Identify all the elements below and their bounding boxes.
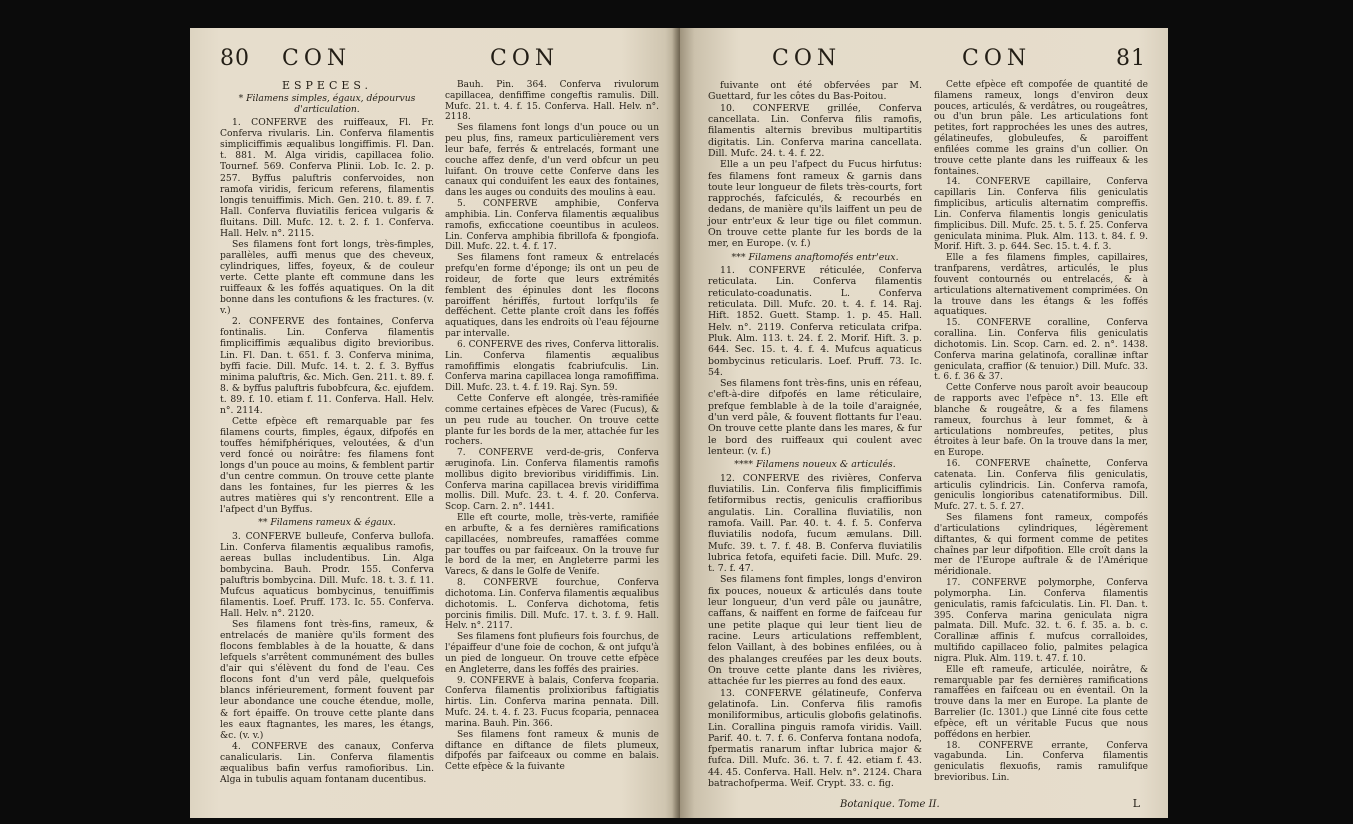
subsection-heading: * Filamens simples, égaux, dépourvus d'articulation.	[238, 93, 416, 116]
left-running-head-2: CON	[490, 46, 560, 71]
paragraph: Ses filamens font longs d'un pouce ou un peu plus, fins, rameux particulièrement vers leur bafe, ferrés & entrelacés, formant une couche affez denfe, d'un verd obfcur un peu luifant. On trouve cette Conferve dans les canaux qui conduifent les eaux des fontaines, dans les auges ou conduits des moulins à eau.	[445, 123, 659, 199]
paragraph: 11. CONFERVE réticulée, Conferva reticulata. Lin. Conferva filamentis reticulato-coadunatis. L. Conferva reticulata. Dill. Mufc. 20. t. 4. f. 14. Raj. Hift. 1852. Guett. Stamp. 1. p. 45. Hall. Helv. n°. 2119. Conferva reticulata crifpa. Pluk. Alm. 113. t. 24. f. 2. Morif. Hift. 3. p. 644. Sec. 15. t. 4. f. 4. Mufcus aquaticus bombycinus reticularis. Loef. Pruff. 73. Ic. 54.	[708, 265, 922, 378]
footer-title: Botanique. Tome II.	[840, 799, 940, 810]
left-column-2	[445, 80, 659, 773]
paragraph: Ses filamens font très-fins, unis en réfeau, c'eft-à-dire difpofés en lame réticulaire, prefque femblable à de la toile d'araignée, d'un verd pâle, & fouvent flottants fur l'eau. On trouve cette plante dans les mares, & fur le bord des ruiffeaux qui coulent avec lenteur. (v. f.)	[708, 378, 922, 457]
paragraph: 14. CONFERVE capillaire, Conferva capillaris Lin. Conferva filis geniculatis fimplicibus, articulis alternatim compreffis. Lin. Conferva filamentis longis geniculatis fimplicibus. Dill. Mufc. 25. t. 5. f. 25. Conferva geniculata minima. Pluk. Alm. 113. t. 84. f. 9. Morif. Hift. 3. p. 644. Sec. 15. t. 4. f. 3.	[934, 177, 1148, 253]
paragraph: 6. CONFERVE des rives, Conferva littoralis. Lin. Conferva filamentis æqualibus ramofiffimis elongatis fcabriufculis. Lin. Conferva marina capillacea longa ramofiffima. Dill. Mufc. 23. t. 4. f. 19. Raj. Syn. 59.	[445, 339, 659, 394]
paragraph: Ses filamens font très-fins, rameux, & entrelacés de manière qu'ils forment des flocons femblables à de la houatte, & dans lefquels s'arrêtent communément des bulles d'air qui s'élèvent du fond de l'eau. Ces flocons font d'un verd pâle, quelquefois blancs inférieurement, forment fouvent par leur abondance une couche étendue, molle, & fort épaiffe. On trouve cette plante dans les eaux ftagnantes, les mares, les étangs, &c. (v. v.)	[220, 619, 434, 741]
paragraph: 15. CONFERVE coralline, Conferva corallina. Lin. Conferva filis geniculatis dichotomis. Lin. Scop. Carn. ed. 2. n°. 1438. Conferva marina gelatinofa, corallinæ inftar geniculata, craffior (& tenuior.) Dill. Mufc. 33. t. 6. f. 36 & 37.	[934, 318, 1148, 383]
paragraph: 12. CONFERVE des rivières, Conferva fluviatilis. Lin. Conferva filis fimpliciffimis fetiformibus rectis, geniculis craffioribus angulatis. Lin. Corallina fluviatilis, non ramofa. Vaill. Par. 40. t. 4. f. 5. Conferva fluviatilis nodofa, fucum æmulans. Dill. Mufc. 39. t. 7. f. 48. B. Conferva fluviatilis lubrica fetofa, equifeti facie. Dill. Mufc. 29. t. 7. f. 47.	[708, 472, 922, 575]
subsection-heading: **** Filamens noueux & articulés.	[734, 459, 896, 471]
right-page-number: 81	[1116, 46, 1146, 71]
paragraph: Ses filamens font plufieurs fois fourchus, de l'épaiffeur d'une foie de cochon, & ont jufqu'à un pied de longueur. On trouve cette efpèce en Angleterre, dans les foffés des prairies.	[445, 632, 659, 675]
paragraph: Cette efpèce eft remarquable par fes filamens courts, fimples, égaux, difpofés en touffes hémifphériques, veloutées, & d'un verd foncé ou noirâtre: fes filamens font longs d'un pouce au moins, & femblent partir d'un centre commun. On trouve cette plante dans les fontaines, fur les pierres & les autres matières qui s'y rencontrent. Elle a l'afpect d'un Byffus.	[220, 415, 434, 516]
paragraph: Bauh. Pin. 364. Conferva rivulorum capillacea, denfiffime congeftis ramulis. Dill. Mufc. 21. t. 4. f. 15. Conferva. Hall. Helv. n°. 2118.	[445, 80, 659, 123]
paragraph: 7. CONFERVE verd-de-gris, Conferva æruginofa. Lin. Conferva filamentis ramofis mollibus digito brevioribus viridiffimis. Lin. Conferva marina capillacea brevis viridiffima mollis. Dill. Mufc. 23. t. 4. f. 20. Conferva. Scop. Carn. 2. n°. 1441.	[445, 448, 659, 513]
paragraph: Elle eft courte, molle, très-verte, ramifiée en arbufte, & a fes dernières ramifications capillacées, nombreufes, ramaffées comme par touffes ou par faifceaux. On la trouve fur le bord de la mer, en Angleterre parmi les Varecs, & dans le Golfe de Venife.	[445, 513, 659, 578]
right-column-2	[934, 80, 1148, 784]
left-column-1	[220, 80, 434, 785]
paragraph: Ses filamens font fort longs, très-fimples, parallèles, auffi menus que des cheveux, cylindriques, liffes, foyeux, & de couleur verte. Cette plante eft commune dans les ruiffeaux & les foffés aquatiques. On la dit bonne dans les contufions & les fractures. (v. v.)	[220, 238, 434, 317]
left-running-head-1: CON	[282, 46, 352, 71]
paragraph: fuivante ont été obfervées par M. Guettard, fur les côtes du Bas-Poitou.	[708, 80, 922, 103]
right-column-1	[708, 80, 922, 789]
paragraph: 1. CONFERVE des ruiffeaux, Fl. Fr. Conferva rivularis. Lin. Conferva filamentis simpliciffimis æqualibus longiffimis. Fl. Dan. t. 881. M. Alga viridis, capillacea folio. Tournef. 569. Conferva Plinii. Lob. Ic. 2. p. 257. Byffus paluftris confervoides, non ramofa viridis, fericum referens, filamentis longis tenuiffimis. Mich. Gen. 210. t. 89. f. 7. Hall. Conferva fluviatilis fericea vulgaris & fluitans. Dill. Mufc. 12. t. 2. f. 1. Conferva. Hall. Helv. n°. 2115.	[220, 117, 434, 239]
section-heading: ESPECES.	[281, 79, 373, 92]
paragraph: 13. CONFERVE gélatineufe, Conferva gelatinofa. Lin. Conferva filis ramofis moniliformibus, articulis globofis gelatinofis. Lin. Corallina pinguis ramofa viridis. Vaill. Parif. 40. t. 7. f. 6. Conferva fontana nodofa, fpermatis ranarum inftar lubrica major & fufca. Dill. Mufc. 36. t. 7. f. 42. etiam f. 43. 44. 45. Conferva. Hall. Helv. n°. 2124. Chara batrachofperma. Weif. Crypt. 33. c. fig.	[708, 687, 922, 790]
paragraph: 16. CONFERVE chaînette, Conferva catenata. Lin. Conferva filis geniculatis, articulis cylindricis. Lin. Conferva ramofa, geniculis longioribus catenatiformibus. Dill. Mufc. 27. t. 5. f. 27.	[934, 458, 1148, 513]
subsection-heading: ** Filamens rameux & égaux.	[258, 517, 396, 529]
paragraph: Ses filamens font rameux, compofés d'articulations cylindriques, légèrement diftantes, & qui forment comme de petites chaînes par leur difpofition. Elle croît dans la mer de l'Europe auftrale & de l'Amérique méridionale.	[934, 513, 1148, 578]
paragraph: 18. CONFERVE errante, Conferva vagabunda. Lin. Conferva filamentis geniculatis flexuofis, ramis ramulifque brevioribus. Lin.	[934, 740, 1148, 783]
right-page	[680, 28, 1168, 818]
paragraph: Elle eft rameufe, articulée, noirâtre, & remarquable par fes dernières ramifications ramaffées en faifceau ou en éventail. On la trouve dans la mer en Europe. La plante de Barrelier (Ic. 1301.) que Linné cite fous cette efpèce, eft un véritable Fucus que nous poffédons en herbier.	[934, 664, 1148, 740]
left-header	[190, 42, 680, 76]
right-running-head-1: CON	[772, 46, 842, 71]
paragraph: Elle a un peu l'afpect du Fucus hirfutus: fes filamens font rameux & garnis dans toute leur longueur de filets très-courts, fort rapprochés, fafciculés, & recourbés en dedans, de manière qu'ils laiffent un peu de jour entr'eux & leur tige ou filet commun. On trouve cette plante fur les bords de la mer, en Europe. (v. f.)	[708, 159, 922, 250]
paragraph: Elle a fes filamens fimples, capillaires, tranfparens, verdâtres, articulés, le plus fouvent contournés ou entrelacés, & à articulations alternativement comprimées. On la trouve dans les étangs & les foffés aquatiques.	[934, 253, 1148, 318]
paragraph: Cette Conferve nous paroît avoir beaucoup de rapports avec l'efpèce n°. 13. Elle eft blanche & rougeâtre, & a fes filamens rameux, fourchus à leur fommet, & à articulations nombreufes, petites, plus étroites à leur bafe. On la trouve dans la mer, en Europe.	[934, 383, 1148, 459]
paragraph: 10. CONFERVE grillée, Conferva cancellata. Lin. Conferva filis ramofis, filamentis alternis brevibus multipartitis digitatis. Lin. Conferva marina cancellata. Dill. Mufc. 24. t. 4. f. 22.	[708, 102, 922, 159]
paragraph: 2. CONFERVE des fontaines, Conferva fontinalis. Lin. Conferva filamentis fimpliciffimis æqualibus digito brevioribus. Lin. Fl. Dan. t. 651. f. 3. Conferva minima, byffi facie. Dill. Mufc. 14. t. 2. f. 3. Byffus minima paluftris, &c. Mich. Gen. 211. t. 89. f. 8. & byffus paluftris fubobfcura, &c. ejufdem. t. 89. f. 10. etiam f. 11. Conferva. Hall. Helv. n°. 2114.	[220, 316, 434, 416]
paragraph: Cette Conferve eft alongée, très-ramifiée comme certaines efpèces de Varec (Fucus), & un peu rude au toucher. On trouve cette plante fur les bords de la mer, attachée fur les rochers.	[445, 394, 659, 448]
paragraph: Ses filamens font rameux & entrelacés prefqu'en forme d'éponge; ils ont un peu de roideur, de forte que leurs extrémités femblent des épinules dont les flocons paroiffent hériffés, furtout lorfqu'ils fe defféchent. Cette plante croît dans les foffés aquatiques, dans les endroits où l'eau féjourne par intervalle.	[445, 253, 659, 340]
signature-mark: L	[1132, 797, 1140, 810]
paragraph: 9. CONFERVE à balais, Conferva fcoparia. Conferva filamentis prolixioribus faftigiatis hirtis. Lin. Conferva marina pennata. Dill. Mufc. 24. t. 4. f. 23. Fucus fcoparia, pennacea marina. Bauh. Pin. 366.	[445, 675, 659, 729]
paragraph: 3. CONFERVE bulleufe, Conferva bullofa. Lin. Conferva filamentis æqualibus ramofis, aereas bullas includentibus. Lin. Alga bombycina. Bauh. Prodr. 155. Conferva paluftris bombycina. Dill. Mufc. 18. t. 3. f. 11. Mufcus aquaticus bombycinus, tenuiffimis filamentis. Loef. Pruff. 173. Ic. 55. Conferva. Hall. Helv. n°. 2120.	[220, 530, 434, 619]
paragraph: Cette efpèce eft compofée de quantité de filamens rameux, longs d'environ deux pouces, articulés, & verdâtres, ou rougeâtres, ou d'un brun pâle. Les articulations font petites, fort rapprochées les unes des autres, gélatineufes, globuleufes, & paroiffent enfilées comme les grains d'un collier. On trouve cette plante dans les ruiffeaux & les fontaines.	[934, 80, 1148, 177]
subsection-heading: *** Filamens anaftomofés entr'eux.	[731, 251, 899, 263]
paragraph: 8. CONFERVE fourchue, Conferva dichotoma. Lin. Conferva filamentis æqualibus dichotomis. L. Conferva dichotoma, fetis porcinis fimilis. Dill. Mufc. 17. t. 3. f. 9. Hall. Helv. n°. 2117.	[445, 578, 659, 632]
paragraph: 5. CONFERVE amphibie, Conferva amphibia. Lin. Conferva filamentis æqualibus ramofis, exficcatione coeuntibus in aculeos. Lin. Conferva amphibia fibrillofa & fpongiofa. Dill. Mufc. 22. t. 4. f. 17.	[445, 199, 659, 253]
paragraph: Ses filamens font fimples, longs d'environ fix pouces, noueux & articulés dans toute leur longueur, d'un verd pâle ou jaunâtre, caffans, & naiffent en forme de faifceau fur une petite plaque qui leur tient lieu de racine. Leurs articulations reffemblent, felon Vaillant, à des bobines enfilées, ou à des phalanges creufées par les deux bouts. On trouve cette plante dans les rivières, attachée fur les pierres au fond des eaux.	[708, 574, 922, 688]
right-header	[680, 42, 1168, 76]
left-page-number: 80	[220, 46, 250, 71]
paragraph: 17. CONFERVE polymorphe, Conferva polymorpha. Lin. Conferva filamentis geniculatis, ramis fafciculatis. Lin. Fl. Dan. t. 395. Conferva marina geniculata nigra palmata. Dill. Mufc. 32. t. 6. f. 35. a. b. c. Corallinæ affinis f. mufcus corralloides, multifido capillaceo folio, palmites pelagica nigra. Pluk. Alm. 119. t. 47. f. 10.	[934, 578, 1148, 664]
left-page	[190, 28, 680, 818]
right-running-head-2: CON	[962, 46, 1032, 71]
paragraph: Ses filamens font rameux & munis de diftance en diftance de filets plumeux, difpofés par faifceaux ou comme en balais. Cette efpèce & la fuivante	[445, 729, 659, 773]
paragraph: 4. CONFERVE des canaux, Conferva canalicularis. Lin. Conferva filamentis æqualibus bafin verfus ramofioribus. Lin. Alga in tubulis aquam fontanam ducentibus.	[220, 740, 434, 785]
